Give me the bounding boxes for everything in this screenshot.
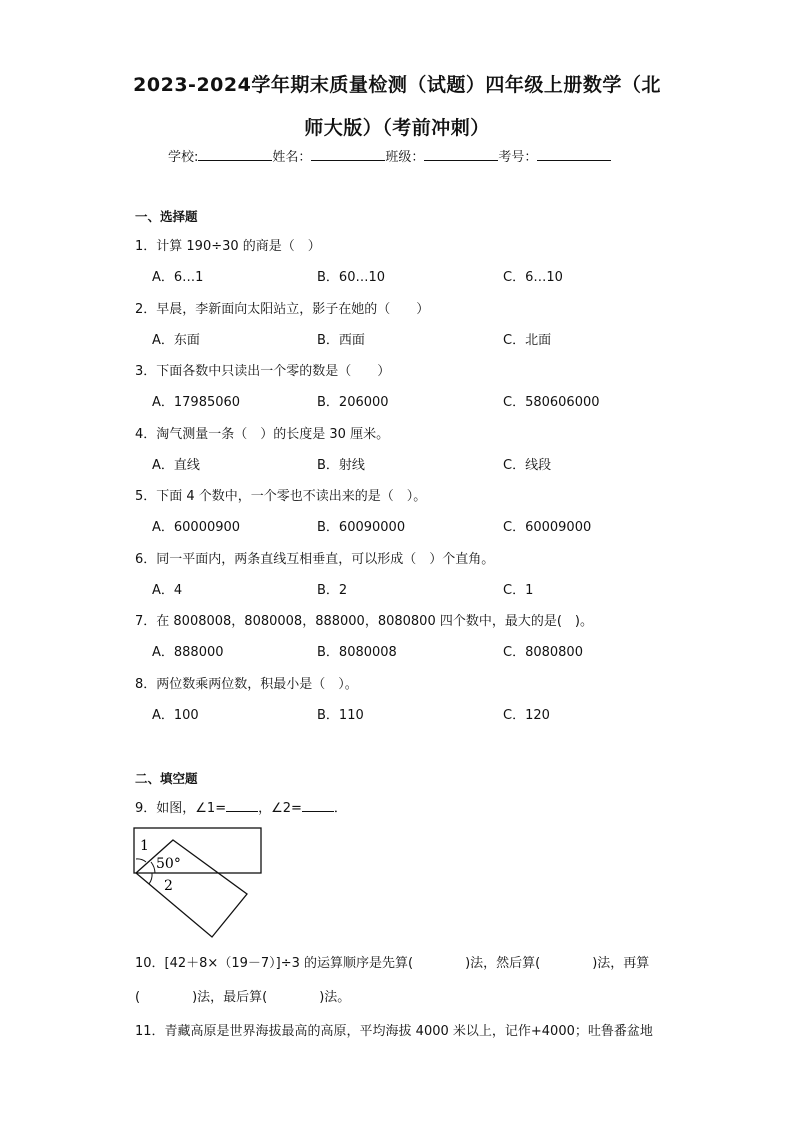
class-blank[interactable] (424, 146, 498, 161)
angle50-arc (151, 862, 155, 873)
choice-option-3-b[interactable]: B．206000 (317, 395, 389, 410)
angle50-label: 50° (156, 856, 181, 872)
choice-option-4-a[interactable]: A．直线 (152, 457, 200, 473)
choice-option-2-a[interactable]: A．东面 (152, 332, 200, 348)
school-blank[interactable] (198, 146, 272, 161)
angle2-arc (149, 873, 152, 884)
exam-number-blank[interactable] (537, 146, 611, 161)
choice-question-6: 6．同一平面内，两条直线互相垂直，可以形成（ ）个直角。 (135, 551, 495, 567)
choice-question-2: 2．早晨，李新面向太阳站立，影子在她的（ ） (135, 301, 430, 317)
choice-question-7: 7．在 8008008，8080008，888000，8080800 四个数中，最大的是( )。 (135, 614, 593, 629)
angle1-blank[interactable] (226, 799, 258, 812)
choice-option-2-b[interactable]: B．西面 (317, 332, 365, 348)
name-blank[interactable] (311, 146, 385, 161)
exam-number-label: 考号： (498, 150, 538, 165)
choice-question-3: 3．下面各数中只读出一个零的数是（ ） (135, 364, 391, 379)
section-heading-choice: 一、选择题 (135, 209, 198, 224)
question-11-line-1: 11．青藏高原是世界海拔最高的高原，平均海拔 4000 米以上，记作+4000；吐鲁番盆地 (135, 1024, 653, 1039)
choice-option-4-c[interactable]: C．线段 (503, 457, 552, 473)
tilted-strip (136, 840, 247, 937)
choice-option-5-b[interactable]: B．60090000 (317, 520, 406, 535)
choice-question-4: 4．淘气测量一条（ ）的长度是 30 厘米。 (135, 426, 390, 442)
angle1-arc (136, 859, 146, 862)
choice-option-5-c[interactable]: C．60009000 (503, 520, 592, 535)
choice-option-8-a[interactable]: A．100 (152, 707, 199, 723)
choice-option-7-c[interactable]: C．8080800 (503, 645, 583, 660)
choice-option-7-b[interactable]: B．8080008 (317, 645, 397, 660)
choice-option-8-c[interactable]: C．120 (503, 707, 550, 723)
choice-option-8-b[interactable]: B．110 (317, 707, 364, 723)
q9-mid: ，∠2= (258, 801, 302, 816)
student-info-row (168, 146, 611, 165)
q9-end: ． (333, 801, 347, 816)
angle2-blank[interactable] (302, 799, 334, 812)
paper-title-line-2: 师大版）（考前冲刺） (304, 117, 490, 139)
choice-option-5-a[interactable]: A．60000900 (152, 520, 241, 535)
question-10-line-2: ( )法，最后算( )法。 (135, 990, 351, 1005)
choice-option-6-c[interactable]: C．1 (503, 582, 534, 598)
choice-option-6-a[interactable]: A．4 (152, 582, 183, 598)
choice-question-1: 1．计算 190÷30 的商是（ ） (135, 239, 321, 254)
paper-title-line-1: 2023-2024学年期末质量检测（试题）四年级上册数学（北 (133, 74, 661, 96)
choice-option-4-b[interactable]: B．射线 (317, 457, 365, 473)
school-label: 学校: (168, 150, 199, 165)
choice-option-3-c[interactable]: C．580606000 (503, 395, 600, 410)
angle2-label: 2 (164, 878, 173, 894)
choice-option-1-a[interactable]: A．6…1 (152, 270, 204, 285)
choice-option-1-c[interactable]: C．6…10 (503, 270, 563, 285)
q9-prefix: 9．如图，∠1= (135, 801, 227, 816)
angle1-label: 1 (140, 838, 149, 854)
choice-option-1-b[interactable]: B．60…10 (317, 270, 386, 285)
section-heading-fill: 二、填空题 (135, 771, 198, 786)
choice-question-8: 8．两位数乘两位数，积最小是（ ）。 (135, 676, 358, 692)
name-label: 姓名： (272, 150, 312, 165)
choice-option-2-c[interactable]: C．北面 (503, 332, 552, 348)
choice-question-5: 5．下面 4 个数中，一个零也不读出来的是（ ）。 (135, 489, 427, 504)
question-10-line-1: 10．[42＋8×（19－7）]÷3 的运算顺序是先算( )法，然后算( )法，再算 (135, 956, 650, 971)
angle-figure (130, 822, 270, 940)
choice-option-7-a[interactable]: A．888000 (152, 645, 224, 660)
class-label: 班级： (385, 150, 425, 165)
choice-option-3-a[interactable]: A．17985060 (152, 395, 241, 410)
question-9 (135, 797, 347, 816)
choice-option-6-b[interactable]: B．2 (317, 582, 348, 598)
